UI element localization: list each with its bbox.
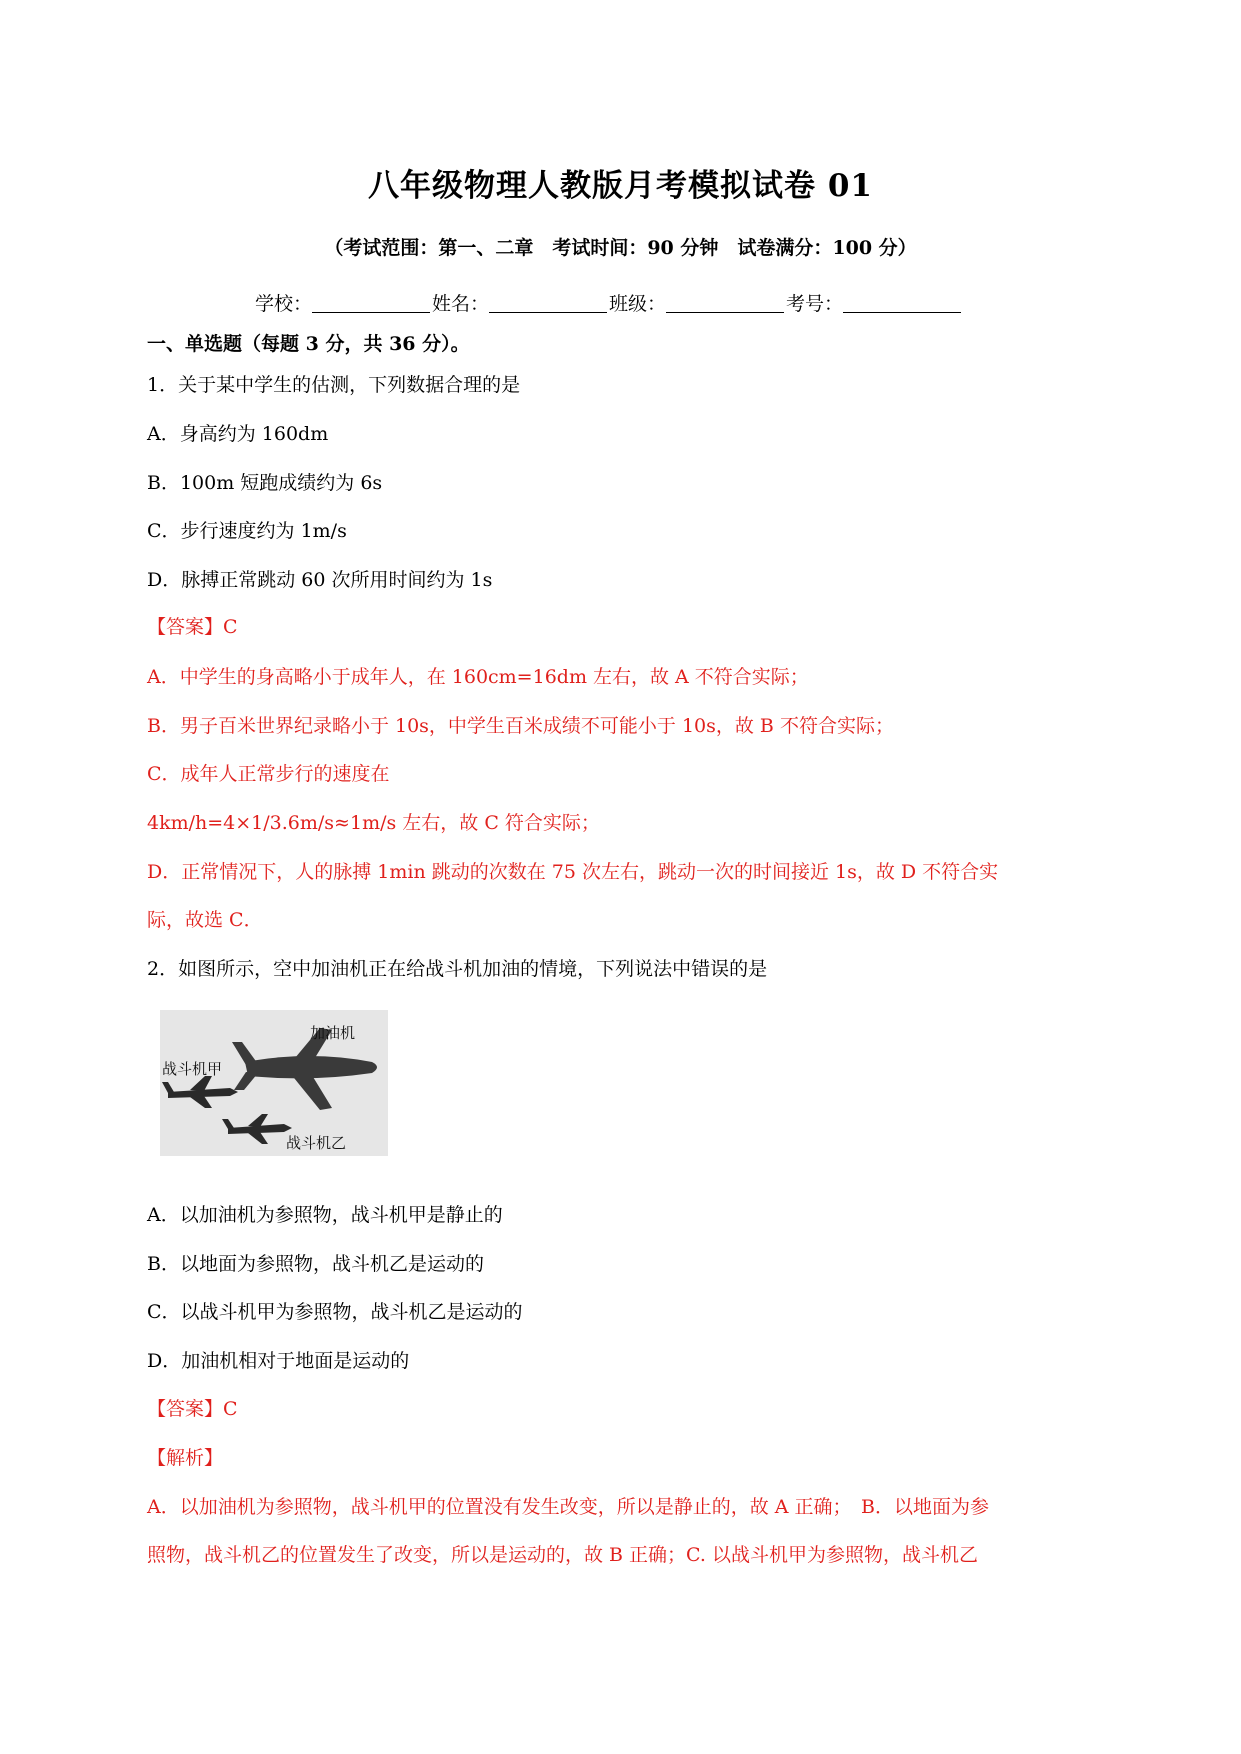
page-title: 八年级物理人教版月考模拟试卷 01 bbox=[368, 168, 873, 204]
question-2-option-a: A．以加油机为参照物，战斗机甲是静止的 bbox=[147, 1204, 503, 1226]
question-1-option-b: B．100m 短跑成绩约为 6s bbox=[147, 472, 383, 494]
number-label: 考号： bbox=[786, 293, 844, 315]
school-label: 学校： bbox=[255, 293, 313, 315]
question-2-stem: 2．如图所示，空中加油机正在给战斗机加油的情境，下列说法中错误的是 bbox=[147, 958, 768, 980]
class-label: 班级： bbox=[609, 293, 667, 315]
question-1-stem: 1．关于某中学生的估测，下列数据合理的是 bbox=[147, 374, 521, 396]
question-1-option-c: C．步行速度约为 1m/s bbox=[147, 520, 347, 542]
refueling-figure bbox=[160, 1010, 388, 1156]
name-label: 姓名： bbox=[432, 293, 490, 315]
class-blank bbox=[666, 292, 784, 313]
question-1-explanation-d: D．正常情况下，人的脉搏 1min 跳动的次数在 75 次左右，跳动一次的时间接近 1s，故 D 不符合实 bbox=[147, 861, 999, 883]
answer-label: 【答案】 bbox=[147, 616, 224, 638]
question-1-explanation-c: C．成年人正常步行的速度在 bbox=[147, 763, 390, 785]
number-blank bbox=[843, 292, 961, 313]
answer-value: C bbox=[223, 1398, 238, 1420]
answer-value: C bbox=[223, 616, 238, 638]
question-1-option-d: D．脉搏正常跳动 60 次所用时间约为 1s bbox=[147, 569, 493, 591]
section-heading: 一、单选题（每题 3 分，共 36 分）。 bbox=[147, 333, 470, 355]
student-info-row bbox=[255, 289, 963, 316]
question-2-analysis-label: 【解析】 bbox=[147, 1447, 224, 1469]
fighter-b-label: 战斗机乙 bbox=[286, 1134, 347, 1152]
question-1-explanation-a: A．中学生的身高略小于成年人，在 160cm=16dm 左右，故 A 不符合实际； bbox=[147, 666, 809, 688]
question-2-option-d: D．加油机相对于地面是运动的 bbox=[147, 1350, 410, 1372]
fighter-a-label: 战斗机甲 bbox=[162, 1060, 223, 1078]
question-2-analysis-line-2: 照物，战斗机乙的位置发生了改变，所以是运动的，故 B 正确；C. 以战斗机甲为参照物，战斗机乙 bbox=[147, 1544, 978, 1566]
question-2-option-b: B．以地面为参照物，战斗机乙是运动的 bbox=[147, 1253, 484, 1275]
answer-label: 【答案】 bbox=[147, 1398, 224, 1420]
question-1-explanation-d-cont: 际，故选 C． bbox=[147, 909, 263, 931]
question-2-analysis-line-1: A．以加油机为参照物，战斗机甲的位置没有发生改变，所以是静止的，故 A 正确； B．以地面为参 bbox=[147, 1496, 989, 1518]
question-1-explanation-c-formula: 4km/h=4×1/3.6m/s≈1m/s 左右，故 C 符合实际； bbox=[147, 812, 600, 834]
question-1-answer bbox=[147, 612, 238, 639]
refueling-image bbox=[160, 1010, 388, 1156]
question-1-explanation-b: B．男子百米世界纪录略小于 10s，中学生百米成绩不可能小于 10s，故 B 不符合实际； bbox=[147, 715, 894, 737]
tanker-label: 加油机 bbox=[310, 1024, 356, 1042]
exam-subtitle: （考试范围：第一、二章 考试时间：90 分钟 试卷满分：100 分） bbox=[324, 237, 917, 259]
question-2-answer bbox=[147, 1394, 238, 1421]
question-1-option-a: A．身高约为 160dm bbox=[147, 423, 329, 445]
school-blank bbox=[312, 292, 430, 313]
question-2-option-c: C．以战斗机甲为参照物，战斗机乙是运动的 bbox=[147, 1301, 523, 1323]
name-blank bbox=[489, 292, 607, 313]
